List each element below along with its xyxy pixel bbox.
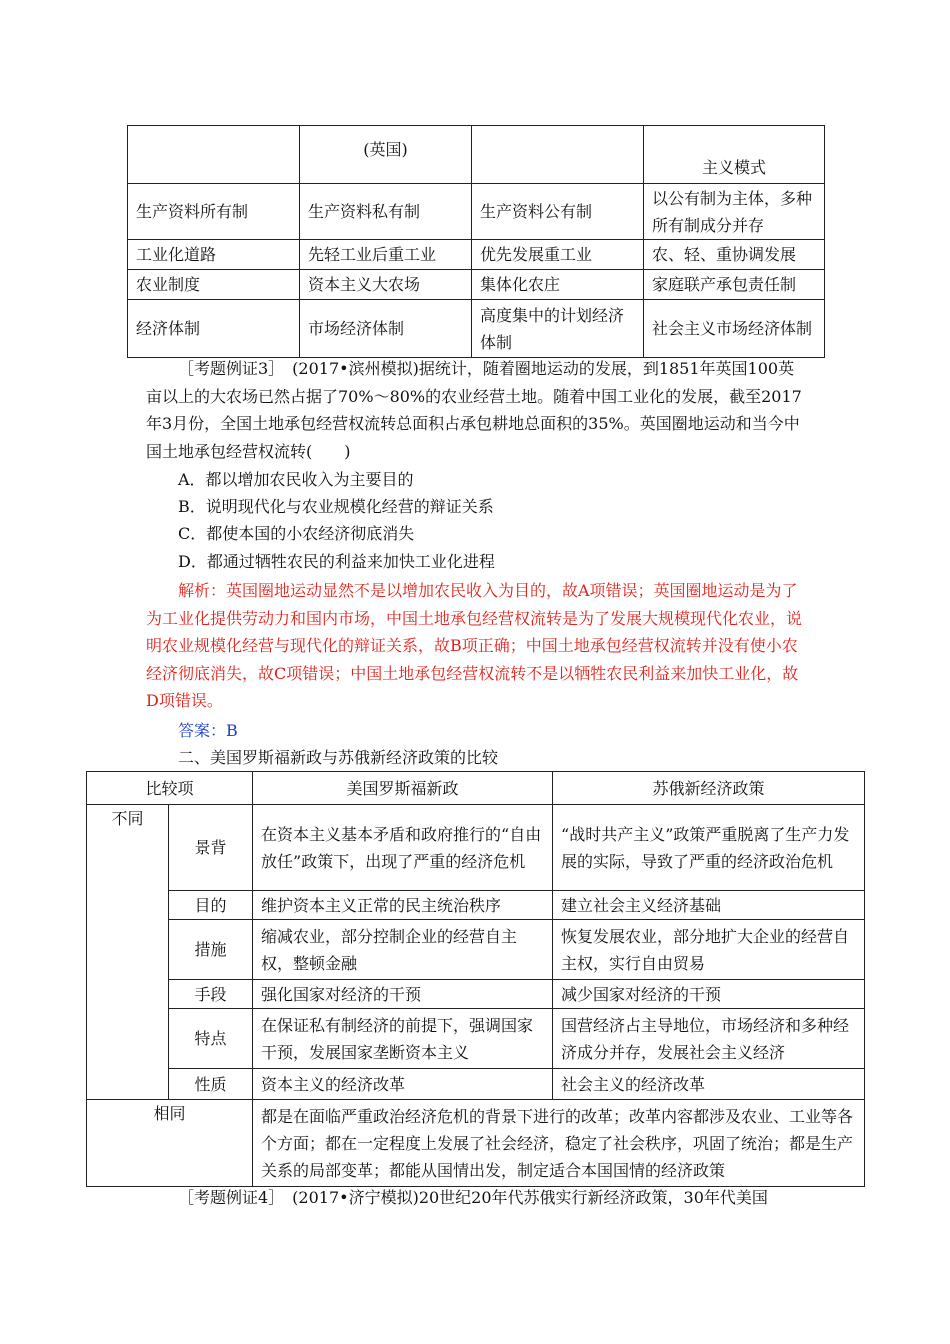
- table-row: [87, 980, 865, 1009]
- comparison-table-policies: [86, 771, 865, 1187]
- table-header-row: [128, 126, 825, 184]
- table-cell: 生产资料公有制: [472, 184, 644, 240]
- example-4-question: ［考题例证4］ (2017•济宁模拟)20世纪20年代苏俄实行新经济政策，30年代美国: [178, 1188, 768, 1207]
- table-cell: [472, 126, 644, 184]
- example-3-question: ［考题例证3］ (2017•滨州模拟)据统计，随着圈地运动的发展，到1851年英国100英亩以上的大农场已然占据了70%～80%的农业经营土地。随着中国工业化的发展，截至2017年3月份，全国土地承包经营权流转总面积占承包耕地总面积的35%。英国圈地运动和当今中国土地承包经营权流转( ): [146, 359, 802, 461]
- table-row: [87, 1100, 865, 1187]
- table-cell: 在保证私有制经济的前提下，强调国家干预，发展国家垄断资本主义: [253, 1009, 553, 1069]
- table-cell: 资本主义大农场: [300, 270, 472, 300]
- table-cell: 不同: [87, 805, 169, 1100]
- table-cell: 性质: [169, 1069, 253, 1100]
- table-cell: 社会主义的经济改革: [553, 1069, 865, 1100]
- option-b: B．说明现代化与农业规模化经营的辩证关系: [178, 497, 494, 516]
- option-a: A．都以增加农民收入为主要目的: [178, 470, 414, 489]
- section-title: 二、美国罗斯福新政与苏俄新经济政策的比较: [178, 748, 499, 767]
- table-cell: 农、轻、重协调发展: [644, 240, 825, 270]
- table-cell: 苏俄新经济政策: [553, 772, 865, 805]
- answer-text: 答案：B: [178, 721, 238, 740]
- option-d: D．都通过牺牲农民的利益来加快工业化进程: [178, 552, 495, 571]
- table-cell: 市场经济体制: [300, 300, 472, 358]
- table-row: [128, 240, 825, 270]
- table-cell: 生产资料所有制: [128, 184, 300, 240]
- table-cell: 措施: [169, 920, 253, 980]
- table-cell: 目的: [169, 891, 253, 920]
- table-cell: 生产资料私有制: [300, 184, 472, 240]
- table-cell: 资本主义的经济改革: [253, 1069, 553, 1100]
- table-cell: 减少国家对经济的干预: [553, 980, 865, 1009]
- table-row: [128, 300, 825, 358]
- table-cell: 国营经济占主导地位，市场经济和多种经济成分并存，发展社会主义经济: [553, 1009, 865, 1069]
- table-cell: 比较项: [87, 772, 253, 805]
- table-row: [128, 270, 825, 300]
- table-cell: 社会主义市场经济体制: [644, 300, 825, 358]
- table-cell: 经济体制: [128, 300, 300, 358]
- table-cell: 家庭联产承包责任制: [644, 270, 825, 300]
- table-row: [128, 184, 825, 240]
- table-cell: 都是在面临严重政治经济危机的背景下进行的改革；改革内容都涉及农业、工业等各个方面；都在一定程度上发展了社会经济，稳定了社会秩序，巩固了统治；都是生产关系的局部变革；都能从国情出发，制定适合本国国情的经济政策: [253, 1100, 865, 1187]
- table-cell: 建立社会主义经济基础: [553, 891, 865, 920]
- table-cell: 农业制度: [128, 270, 300, 300]
- table-header-row: [87, 772, 865, 805]
- table-cell: 维护资本主义正常的民主统治秩序: [253, 891, 553, 920]
- table-cell: 高度集中的计划经济体制: [472, 300, 644, 358]
- table-cell: 先轻工业后重工业: [300, 240, 472, 270]
- table-cell: 优先发展重工业: [472, 240, 644, 270]
- table-cell: “战时共产主义”政策严重脱离了生产力发展的实际，导致了严重的经济政治危机: [553, 805, 865, 891]
- table-row: [87, 1009, 865, 1069]
- option-c: C．都使本国的小农经济彻底消失: [178, 524, 415, 543]
- table-row: [87, 1069, 865, 1100]
- table-cell: 美国罗斯福新政: [253, 772, 553, 805]
- table-cell: 手段: [169, 980, 253, 1009]
- table-cell: 缩减农业，部分控制企业的经营自主权，整顿金融: [253, 920, 553, 980]
- table-cell: 恢复发展农业，部分地扩大企业的经营自主权，实行自由贸易: [553, 920, 865, 980]
- table-cell: [128, 126, 300, 184]
- table-cell: 景背: [169, 805, 253, 891]
- table-row: [87, 805, 865, 891]
- table-cell: 工业化道路: [128, 240, 300, 270]
- table-cell: (英国): [300, 126, 472, 184]
- comparison-table-models: [127, 125, 825, 358]
- table-cell: 强化国家对经济的干预: [253, 980, 553, 1009]
- table-row: [87, 891, 865, 920]
- table-cell: 在资本主义基本矛盾和政府推行的“自由放任”政策下，出现了严重的经济危机: [253, 805, 553, 891]
- table-row: [87, 920, 865, 980]
- table-cell: 相同: [87, 1100, 253, 1187]
- analysis-text: 解析：英国圈地运动显然不是以增加农民收入为目的，故A项错误；英国圈地运动是为了为工业化提供劳动力和国内市场，中国土地承包经营权流转是为了发展大规模现代化农业，说明农业规模化经营与现代化的辩证关系，故B项正确；中国土地承包经营权流转并没有使小农经济彻底消失，故C项错误；中国土地承包经营权流转不是以牺牲农民利益来加快工业化，故D项错误。: [146, 581, 803, 710]
- table-cell: 以公有制为主体，多种所有制成分并存: [644, 184, 825, 240]
- table-cell: 集体化农庄: [472, 270, 644, 300]
- table-cell: 特点: [169, 1009, 253, 1069]
- table-cell: 主义模式: [644, 126, 825, 184]
